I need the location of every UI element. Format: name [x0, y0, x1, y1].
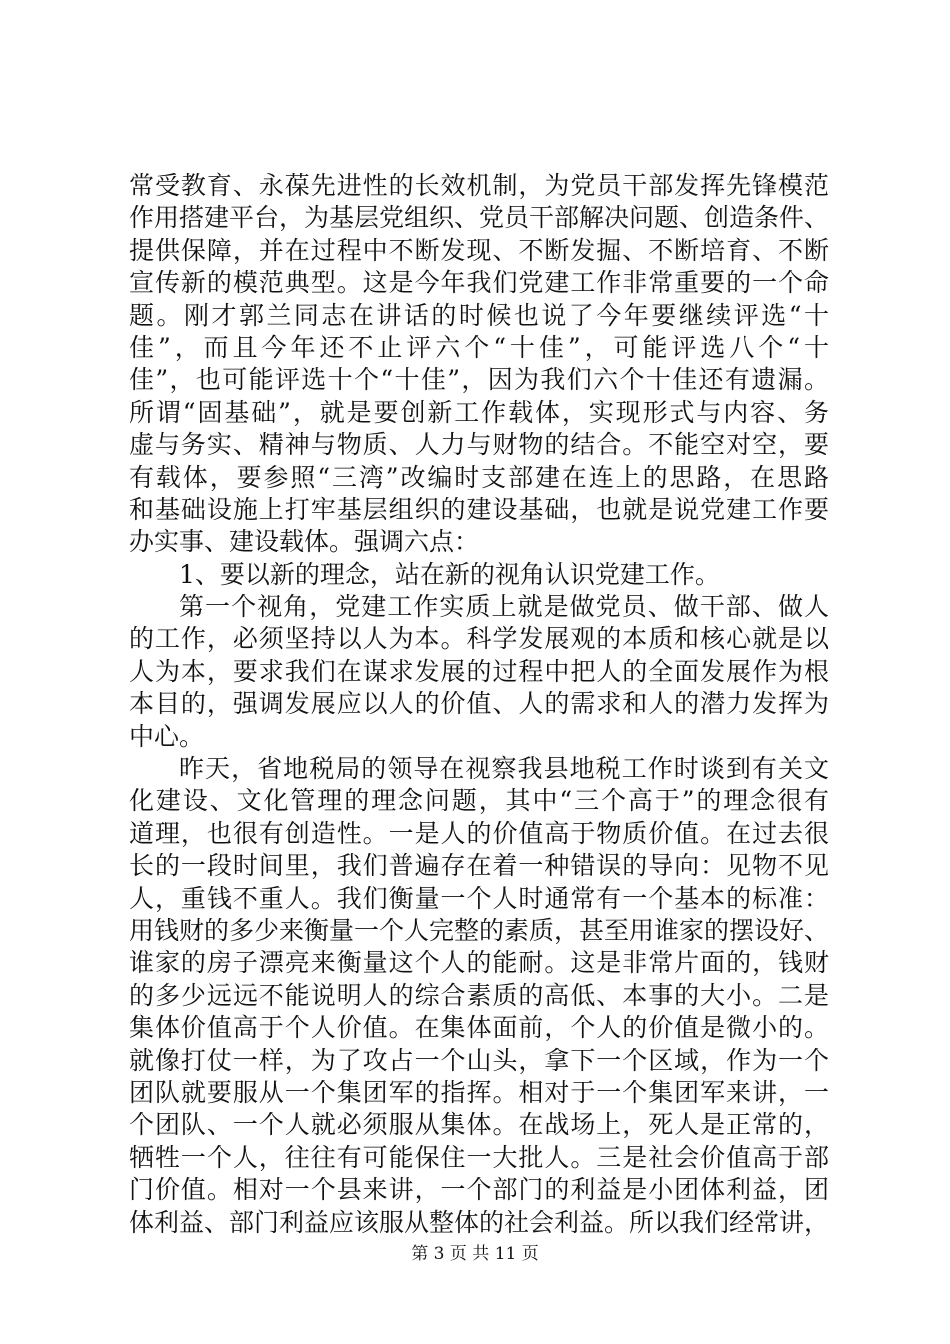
text-line: 体利益、部门利益应该服从整体的社会利益。所以我们经常讲，	[129, 1207, 830, 1237]
page-number-footer: 第 3 页 共 11 页	[411, 1244, 539, 1264]
text-line: 谁家的房子漂亮来衡量这个人的能耐。这是非常片面的，钱财	[129, 948, 829, 978]
text-line: 第一个视角，党建工作实质上就是做党员、做干部、做人	[179, 592, 829, 622]
text-line: 就像打仗一样，为了攻占一个山头，拿下一个区域，作为一个	[129, 1045, 829, 1075]
text-line: 集体价值高于个人价值。在集体面前，个人的价值是微小的。	[129, 1013, 829, 1043]
text-line: 作用搭建平台，为基层党组织、党员干部解决问题、创造条件、	[129, 203, 830, 233]
text-line: 佳”，也可能评选十个“十佳”，因为我们六个十佳还有遗漏。	[129, 365, 829, 395]
text-line: 长的一段时间里，我们普遍存在着一种错误的导向：见物不见	[129, 851, 829, 881]
text-line: 团队就要服从一个集团军的指挥。相对于一个集团军来讲，一	[129, 1077, 829, 1107]
text-line: 门价值。相对一个县来讲，一个部门的利益是小团体利益，团	[129, 1175, 829, 1205]
text-line: 个团队、一个人就必须服从集体。在战场上，死人是正常的，	[129, 1110, 829, 1140]
text-line: 道理，也很有创造性。一是人的价值高于物质价值。在过去很	[129, 818, 829, 848]
text-line: 题。刚才郭兰同志在讲话的时候也说了今年要继续评选“十	[129, 300, 829, 330]
text-line: 和基础设施上打牢基层组织的建设基础，也就是说党建工作要	[129, 494, 829, 524]
text-line: 办实事、建设载体。强调六点：	[129, 527, 480, 557]
text-line: 本目的，强调发展应以人的价值、人的需求和人的潜力发挥为	[129, 689, 829, 719]
text-line: 常受教育、永葆先进性的长效机制，为党员干部发挥先锋模范	[129, 171, 829, 200]
text-line: 的工作，必须坚持以人为本。科学发展观的本质和核心就是以	[129, 624, 829, 654]
section-heading: 1、要以新的理念，站在新的视角认识党建工作。	[179, 559, 720, 589]
text-line: 人，重钱不重人。我们衡量一个人时通常有一个基本的标准：	[129, 883, 829, 913]
text-line: 所谓“固基础”，就是要创新工作载体，实现形式与内容、务	[129, 397, 829, 427]
text-line: 化建设、文化管理的理念问题，其中“三个高于”的理念很有	[129, 786, 829, 816]
text-line: 佳”，而且今年还不止评六个“十佳”，可能评选八个“十	[129, 332, 829, 362]
text-line: 的多少远远不能说明人的综合素质的高低、本事的大小。二是	[129, 980, 829, 1010]
text-line: 提供保障，并在过程中不断发现、不断发掘、不断培育、不断	[129, 235, 829, 265]
text-line: 虚与务实、精神与物质、人力与财物的结合。不能空对空，要	[129, 430, 829, 460]
text-line: 用钱财的多少来衡量一个人完整的素质，甚至用谁家的摆设好、	[129, 915, 830, 945]
text-line: 宣传新的模范典型。这是今年我们党建工作非常重要的一个命	[129, 268, 829, 298]
text-line: 中心。	[129, 721, 205, 751]
text-line: 人为本，要求我们在谋求发展的过程中把人的全面发展作为根	[129, 656, 829, 686]
text-line: 有载体，要参照“三湾”改编时支部建在连上的思路，在思路	[129, 462, 829, 492]
text-line: 牺牲一个人，往往有可能保住一大批人。三是社会价值高于部	[129, 1142, 829, 1172]
text-line: 昨天，省地税局的领导在视察我县地税工作时谈到有关文	[179, 754, 829, 784]
body-text	[129, 170, 829, 1239]
